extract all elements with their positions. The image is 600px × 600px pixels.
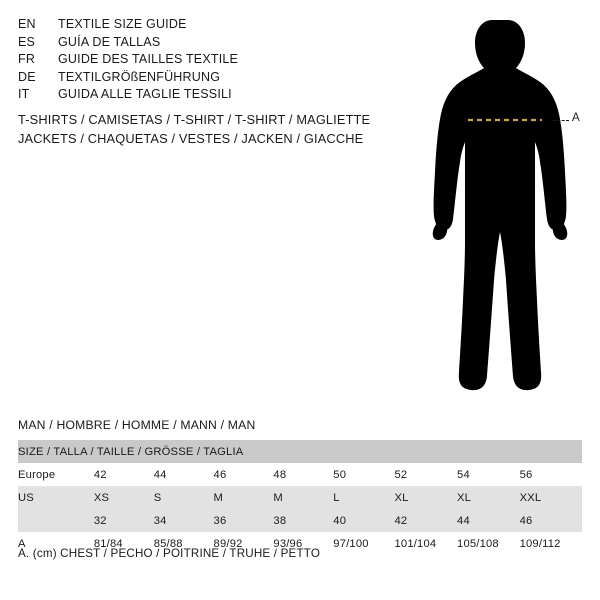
cell-value: 85/88 xyxy=(154,532,214,555)
language-row xyxy=(18,69,398,87)
cell-value: 89/92 xyxy=(214,532,274,555)
cell-value: XS xyxy=(94,486,154,509)
cell-value: 44 xyxy=(154,463,214,486)
table-row xyxy=(18,486,582,509)
row-label xyxy=(18,509,94,532)
language-code: FR xyxy=(18,52,36,66)
cell-value: 34 xyxy=(154,509,214,532)
cell-value: 48 xyxy=(273,463,333,486)
cell-value: M xyxy=(273,486,333,509)
language-code: IT xyxy=(18,87,30,101)
language-code: ES xyxy=(18,34,36,49)
language-text: GUÍA DE TALLAS xyxy=(58,34,161,49)
cell-value: 50 xyxy=(333,463,394,486)
cell-value: 36 xyxy=(214,509,274,532)
category-tshirts: T-SHIRTS / CAMISETAS / T-SHIRT / T-SHIRT / MAGLIETTE xyxy=(18,112,371,127)
language-code: EN xyxy=(18,17,36,31)
cell-value: 46 xyxy=(520,509,582,532)
cell-value: XL xyxy=(457,486,520,509)
language-list xyxy=(18,16,398,104)
table-row xyxy=(18,463,582,486)
cell-value: 42 xyxy=(94,463,154,486)
table-title: MAN / HOMBRE / HOMME / MANN / MAN xyxy=(18,418,256,432)
category-headings xyxy=(18,110,418,148)
cell-value: 109/112 xyxy=(520,532,582,555)
cell-value: 44 xyxy=(457,509,520,532)
cell-value: 46 xyxy=(214,463,274,486)
cell-value: XL xyxy=(394,486,457,509)
cell-value: L xyxy=(333,486,394,509)
cell-value: M xyxy=(214,486,274,509)
table-row xyxy=(18,509,582,532)
cell-value: 38 xyxy=(273,509,333,532)
table-header-label: SIZE / TALLA / TAILLE / GRÖSSE / TAGLIA xyxy=(18,440,582,463)
cell-value: 93/96 xyxy=(273,532,333,555)
cell-value: 40 xyxy=(333,509,394,532)
cell-value: 56 xyxy=(520,463,582,486)
cell-value: 54 xyxy=(457,463,520,486)
figure-silhouette-icon xyxy=(420,10,590,400)
language-text: GUIDE DES TAILLES TEXTILE xyxy=(58,52,239,66)
cell-value: 52 xyxy=(394,463,457,486)
cell-value: 105/108 xyxy=(457,532,520,555)
row-label: US xyxy=(18,486,94,509)
cell-value: S xyxy=(154,486,214,509)
language-row xyxy=(18,34,398,52)
measurement-note: A. (cm) CHEST / PECHO / POITRINE / TRUHE / PETTO xyxy=(18,547,321,560)
cell-value: 81/84 xyxy=(94,532,154,555)
language-text: TEXTILGRÖßENFÜHRUNG xyxy=(58,69,221,84)
language-text: GUIDA ALLE TAGLIE TESSILI xyxy=(58,87,232,101)
table-row xyxy=(18,440,582,463)
cell-value: 42 xyxy=(394,509,457,532)
measure-label-a: A xyxy=(572,112,581,124)
row-label: Europe xyxy=(18,463,94,486)
language-row xyxy=(18,16,398,34)
measure-leader-line xyxy=(553,120,569,121)
cell-value: 32 xyxy=(94,509,154,532)
cell-value: 97/100 xyxy=(333,532,394,555)
language-text: TEXTILE SIZE GUIDE xyxy=(58,17,187,31)
language-row xyxy=(18,51,398,69)
cell-value: XXL xyxy=(520,486,582,509)
language-row xyxy=(18,86,398,104)
size-table xyxy=(18,440,582,555)
language-code: DE xyxy=(18,69,36,84)
category-jackets: JACKETS / CHAQUETAS / VESTES / JACKEN / GIACCHE xyxy=(18,131,364,146)
male-figure-illustration xyxy=(420,10,590,400)
cell-value: 101/104 xyxy=(394,532,457,555)
row-label: A xyxy=(18,532,94,555)
